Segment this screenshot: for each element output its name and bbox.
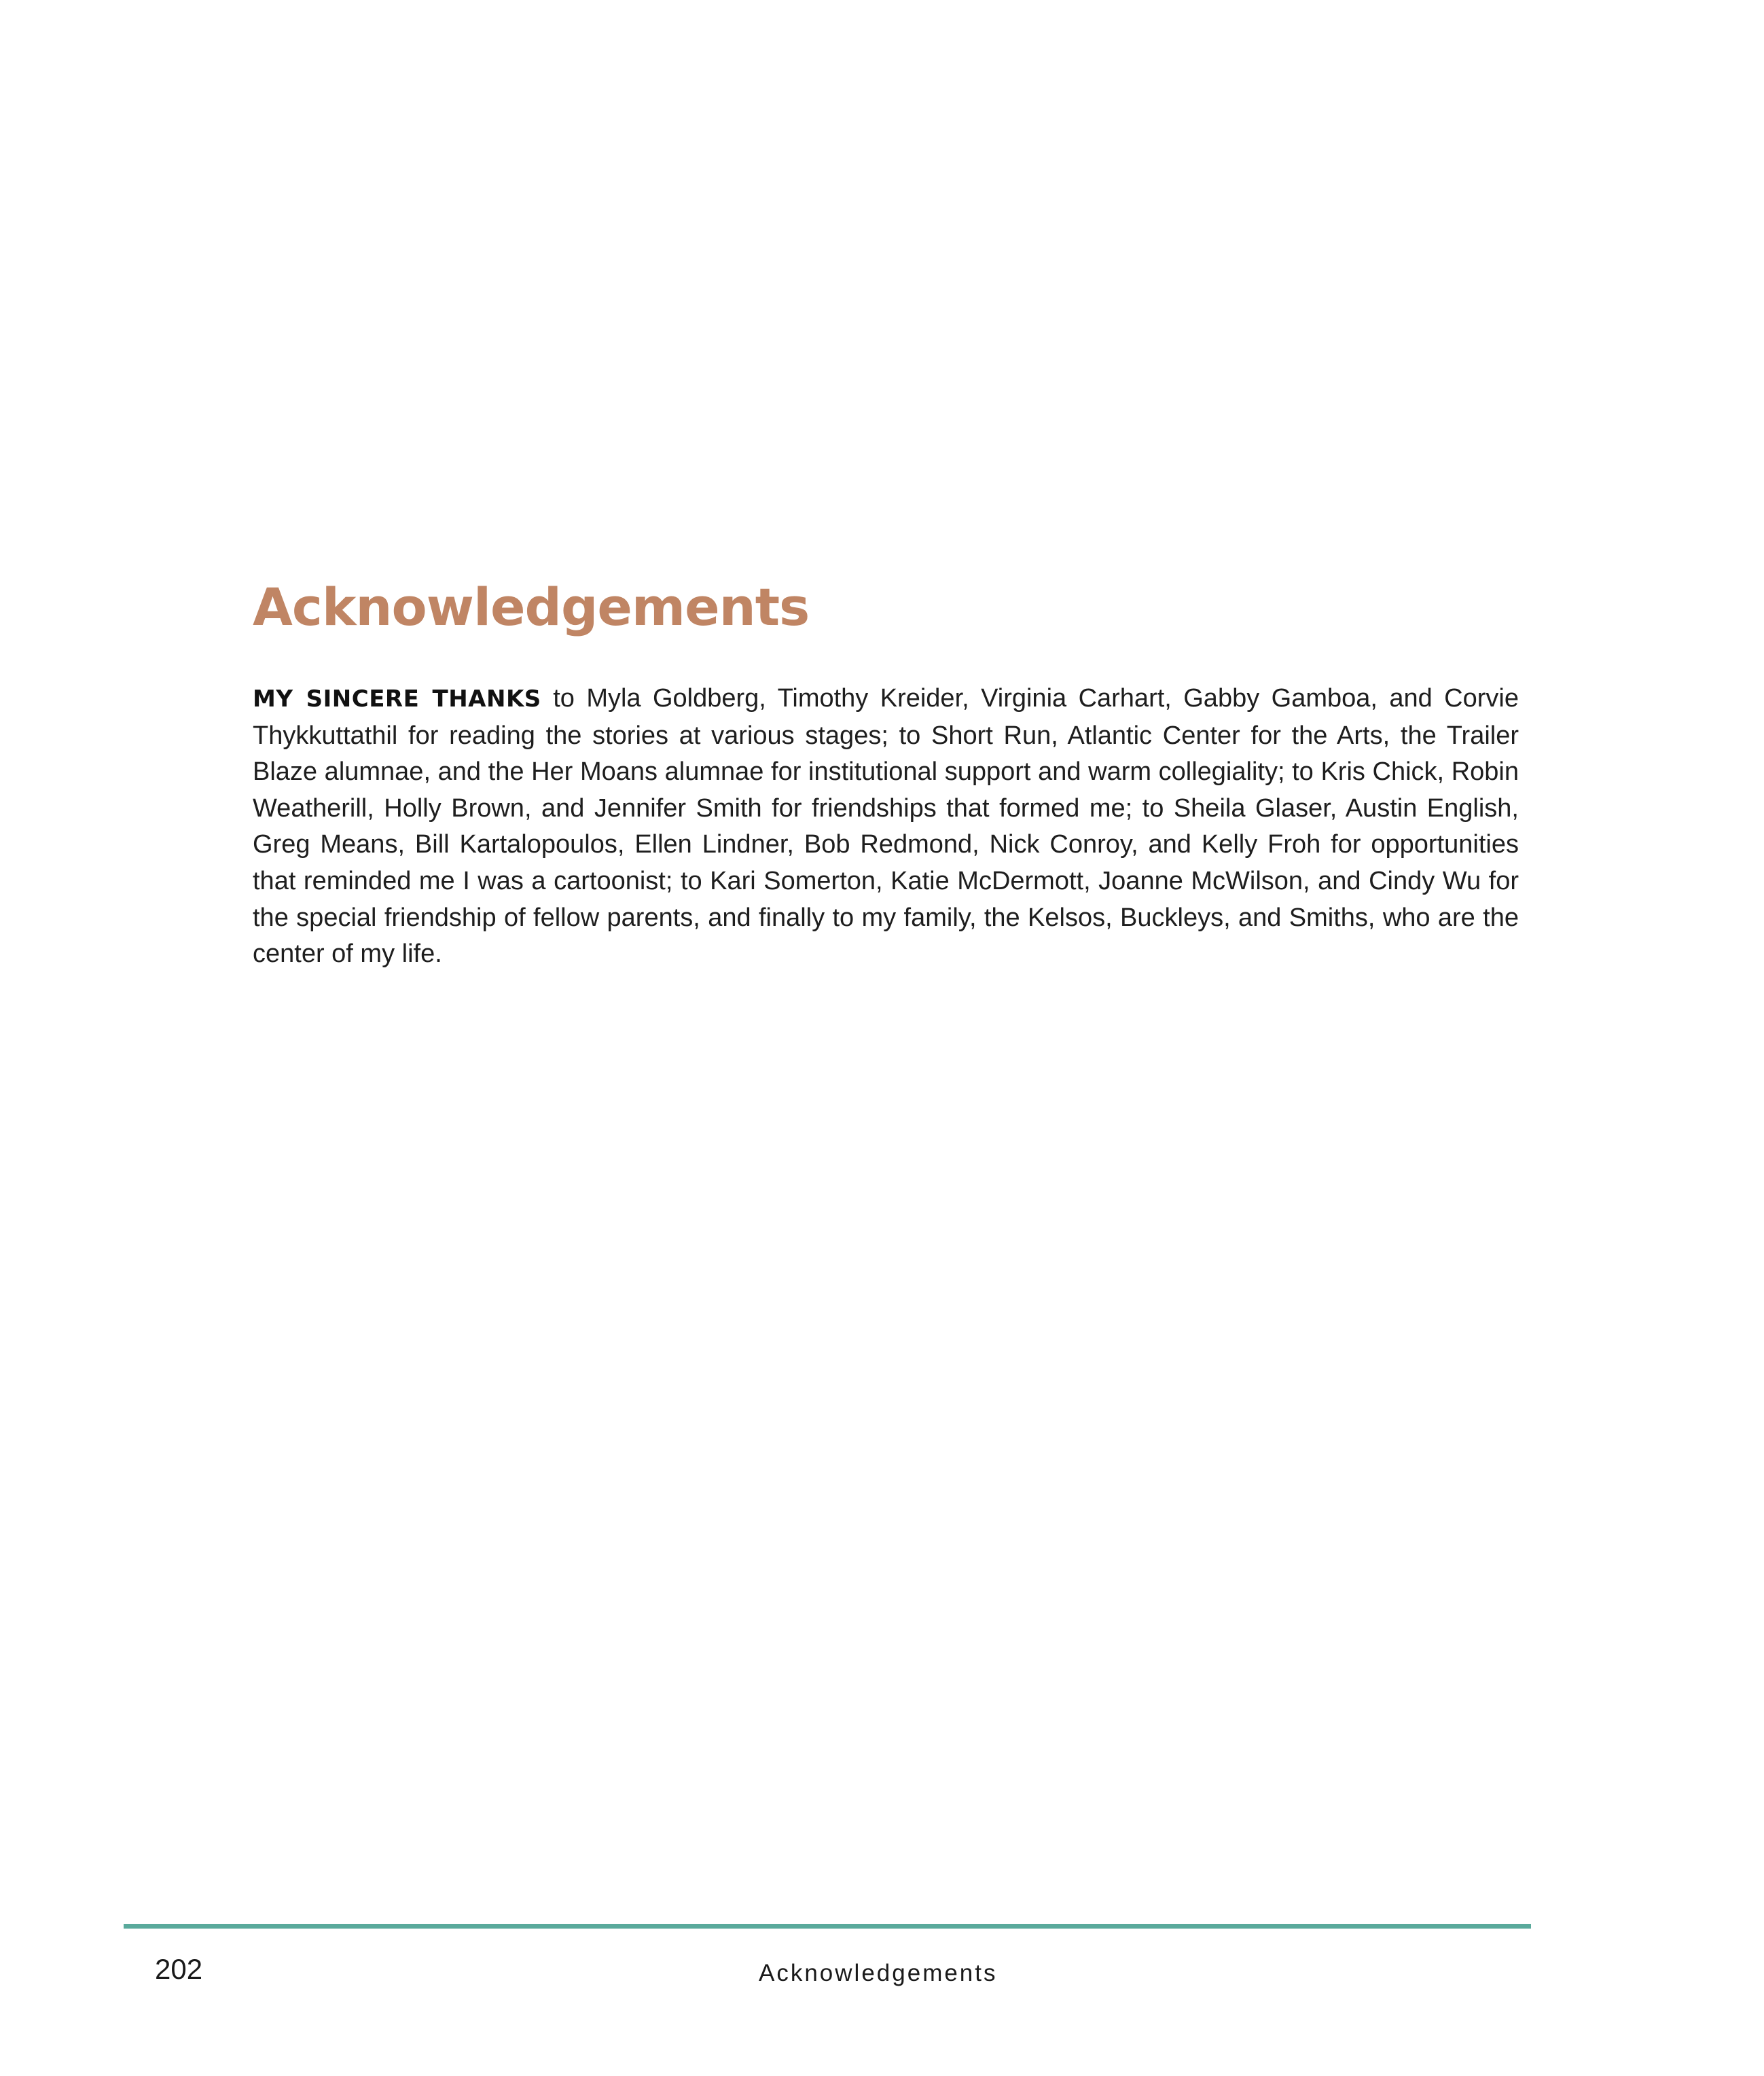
page-title: Acknowledgements — [253, 577, 810, 637]
paragraph-text: to Myla Goldberg, Timothy Kreider, Virginia Carhart, Gabby Gamboa, and Corvie Thykkuttathil for reading the stories at various stages; to Short Run, Atlantic Center for the Arts, the Trailer Blaze alumnae, and the Her Moans alumnae for institutional support and warm collegiality; to Kris Chick, Robin Weatherill, Holly Brown, and Jennifer Smith for friendships that formed me; to Sheila Glaser, Austin English, Greg Means, Bill Kartalopoulos, Ellen Lindner, Bob Redmond, Nick Conroy, and Kelly Froh for opportunities that reminded me I was a cartoonist; to Kari Somerton, Katie McDermott, Joanne McWilson, and Cindy Wu for the special friendship of fellow parents, and finally to my family, the Kelsos, Buckleys, and Smiths, who are the center of my life. — [253, 684, 1519, 969]
acknowledgements-paragraph — [253, 681, 1519, 973]
running-footer-title: Acknowledgements — [759, 1960, 998, 1986]
footer-divider — [124, 1924, 1531, 1929]
page-number: 202 — [155, 1953, 203, 1985]
paragraph-lead-in: MY SINCERE THANKS — [253, 685, 541, 713]
